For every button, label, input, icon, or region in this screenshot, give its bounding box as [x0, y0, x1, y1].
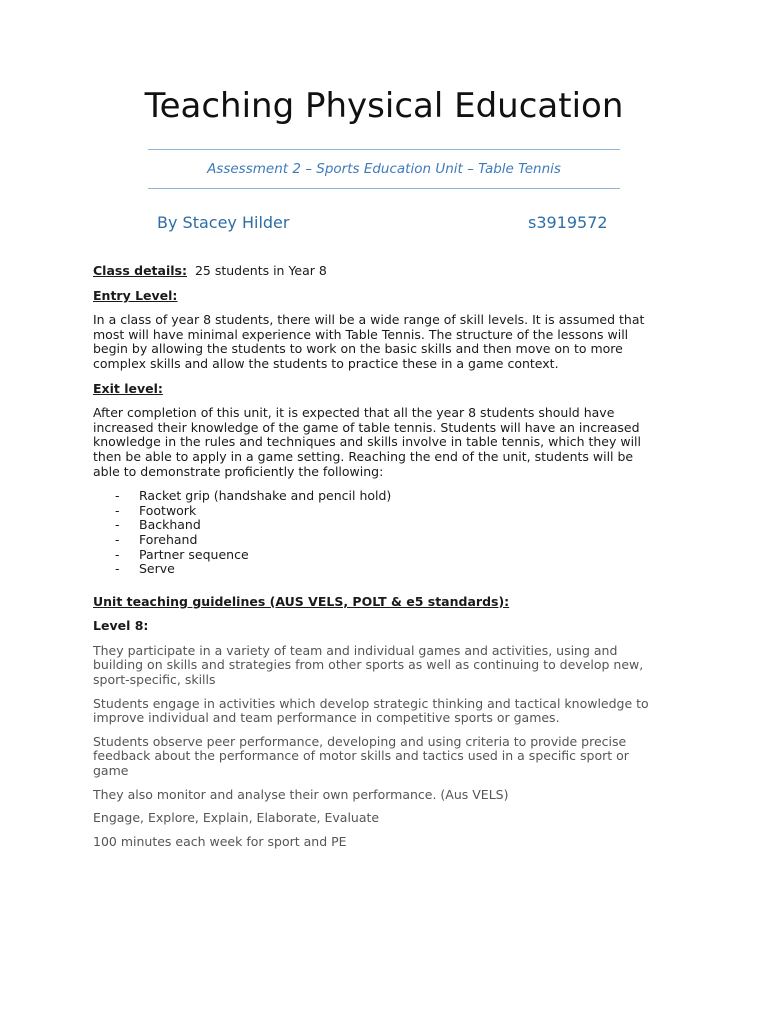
entry-level-line: complex skills and allow the students to practice these in a game context. [93, 355, 559, 371]
level-heading: Level 8: [93, 618, 149, 634]
skill-label: Forehand [139, 531, 198, 547]
guideline-paragraph [93, 644, 683, 688]
entry-level-line: most will have minimal experience with Table Tennis. The structure of the lessons will [93, 326, 629, 342]
list-item [93, 548, 683, 563]
guideline-line: improve individual and team performance in competitive sports or games. [93, 710, 560, 726]
exit-level-line: increased their knowledge of the game of table tennis. Students will have an increased [93, 419, 640, 435]
guideline-paragraph [93, 697, 683, 726]
document-body [93, 264, 683, 849]
dash-bullet: - [115, 561, 120, 577]
guideline-paragraph [93, 835, 683, 850]
exit-level-line: knowledge in the rules and techniques and skills involve in table tennis, which they will [93, 434, 642, 450]
entry-level-line: begin by allowing the students to work on the basic skills and then move on to more [93, 341, 623, 357]
guideline-paragraph [93, 788, 683, 803]
title-rule-bottom [148, 188, 620, 189]
dash-bullet: - [115, 517, 120, 533]
guideline-line: They also monitor and analyse their own performance. (Aus VELS) [93, 786, 509, 802]
guideline-paragraph [93, 735, 683, 779]
dash-bullet: - [115, 502, 120, 518]
author-name: By Stacey Hilder [157, 213, 290, 232]
list-item [93, 518, 683, 533]
list-item [93, 504, 683, 519]
exit-level-heading: Exit level: [93, 380, 163, 396]
list-item [93, 533, 683, 548]
entry-level-heading: Entry Level: [93, 287, 178, 303]
class-details [93, 264, 683, 279]
skill-label: Backhand [139, 517, 201, 533]
entry-level-line: In a class of year 8 students, there will be a wide range of skill levels. It is assumed that [93, 312, 645, 328]
guideline-line: Students observe peer performance, developing and using criteria to provide precise [93, 733, 627, 749]
exit-level-line: After completion of this unit, it is expected that all the year 8 students should have [93, 405, 615, 421]
dash-bullet: - [115, 488, 120, 504]
dash-bullet: - [115, 546, 120, 562]
exit-level-line: able to demonstrate proficiently the following: [93, 463, 384, 479]
guideline-line: building on skills and strategies from other sports as well as continuing to develop new, [93, 657, 644, 673]
class-details-value: 25 students in Year 8 [194, 263, 327, 278]
guideline-paragraph [93, 811, 683, 826]
skills-list [93, 489, 683, 577]
skill-label: Serve [139, 561, 175, 577]
guideline-line: Students engage in activities which develop strategic thinking and tactical knowledge to [93, 695, 649, 711]
student-id: s3919572 [528, 213, 608, 232]
skill-label: Footwork [139, 502, 197, 518]
guidelines-heading: Unit teaching guidelines (AUS VELS, POLT & e5 standards): [93, 593, 510, 609]
guideline-line: 100 minutes each week for sport and PE [93, 833, 347, 849]
document-title: Teaching Physical Education [144, 86, 624, 126]
exit-level-paragraph [93, 406, 683, 479]
guideline-line: feedback about the performance of motor skills and tactics used in a specific sport or [93, 748, 629, 764]
list-item [93, 562, 683, 577]
guideline-line: sport-specific, skills [93, 672, 216, 688]
exit-level-line: then be able to apply in a game setting. Reaching the end of the unit, students will be [93, 448, 634, 464]
guideline-line: Engage, Explore, Explain, Elaborate, Evaluate [93, 810, 380, 826]
document-subtitle: Assessment 2 – Sports Education Unit – Table Tennis [207, 161, 561, 177]
guideline-line: game [93, 763, 129, 779]
list-item [93, 489, 683, 504]
class-details-label: Class details: [93, 263, 187, 278]
skill-label: Racket grip (handshake and pencil hold) [139, 488, 392, 504]
entry-level-paragraph [93, 313, 683, 371]
skill-label: Partner sequence [139, 546, 249, 562]
dash-bullet: - [115, 531, 120, 547]
guideline-line: They participate in a variety of team and individual games and activities, using and [93, 642, 618, 658]
title-rule-top [148, 149, 620, 150]
